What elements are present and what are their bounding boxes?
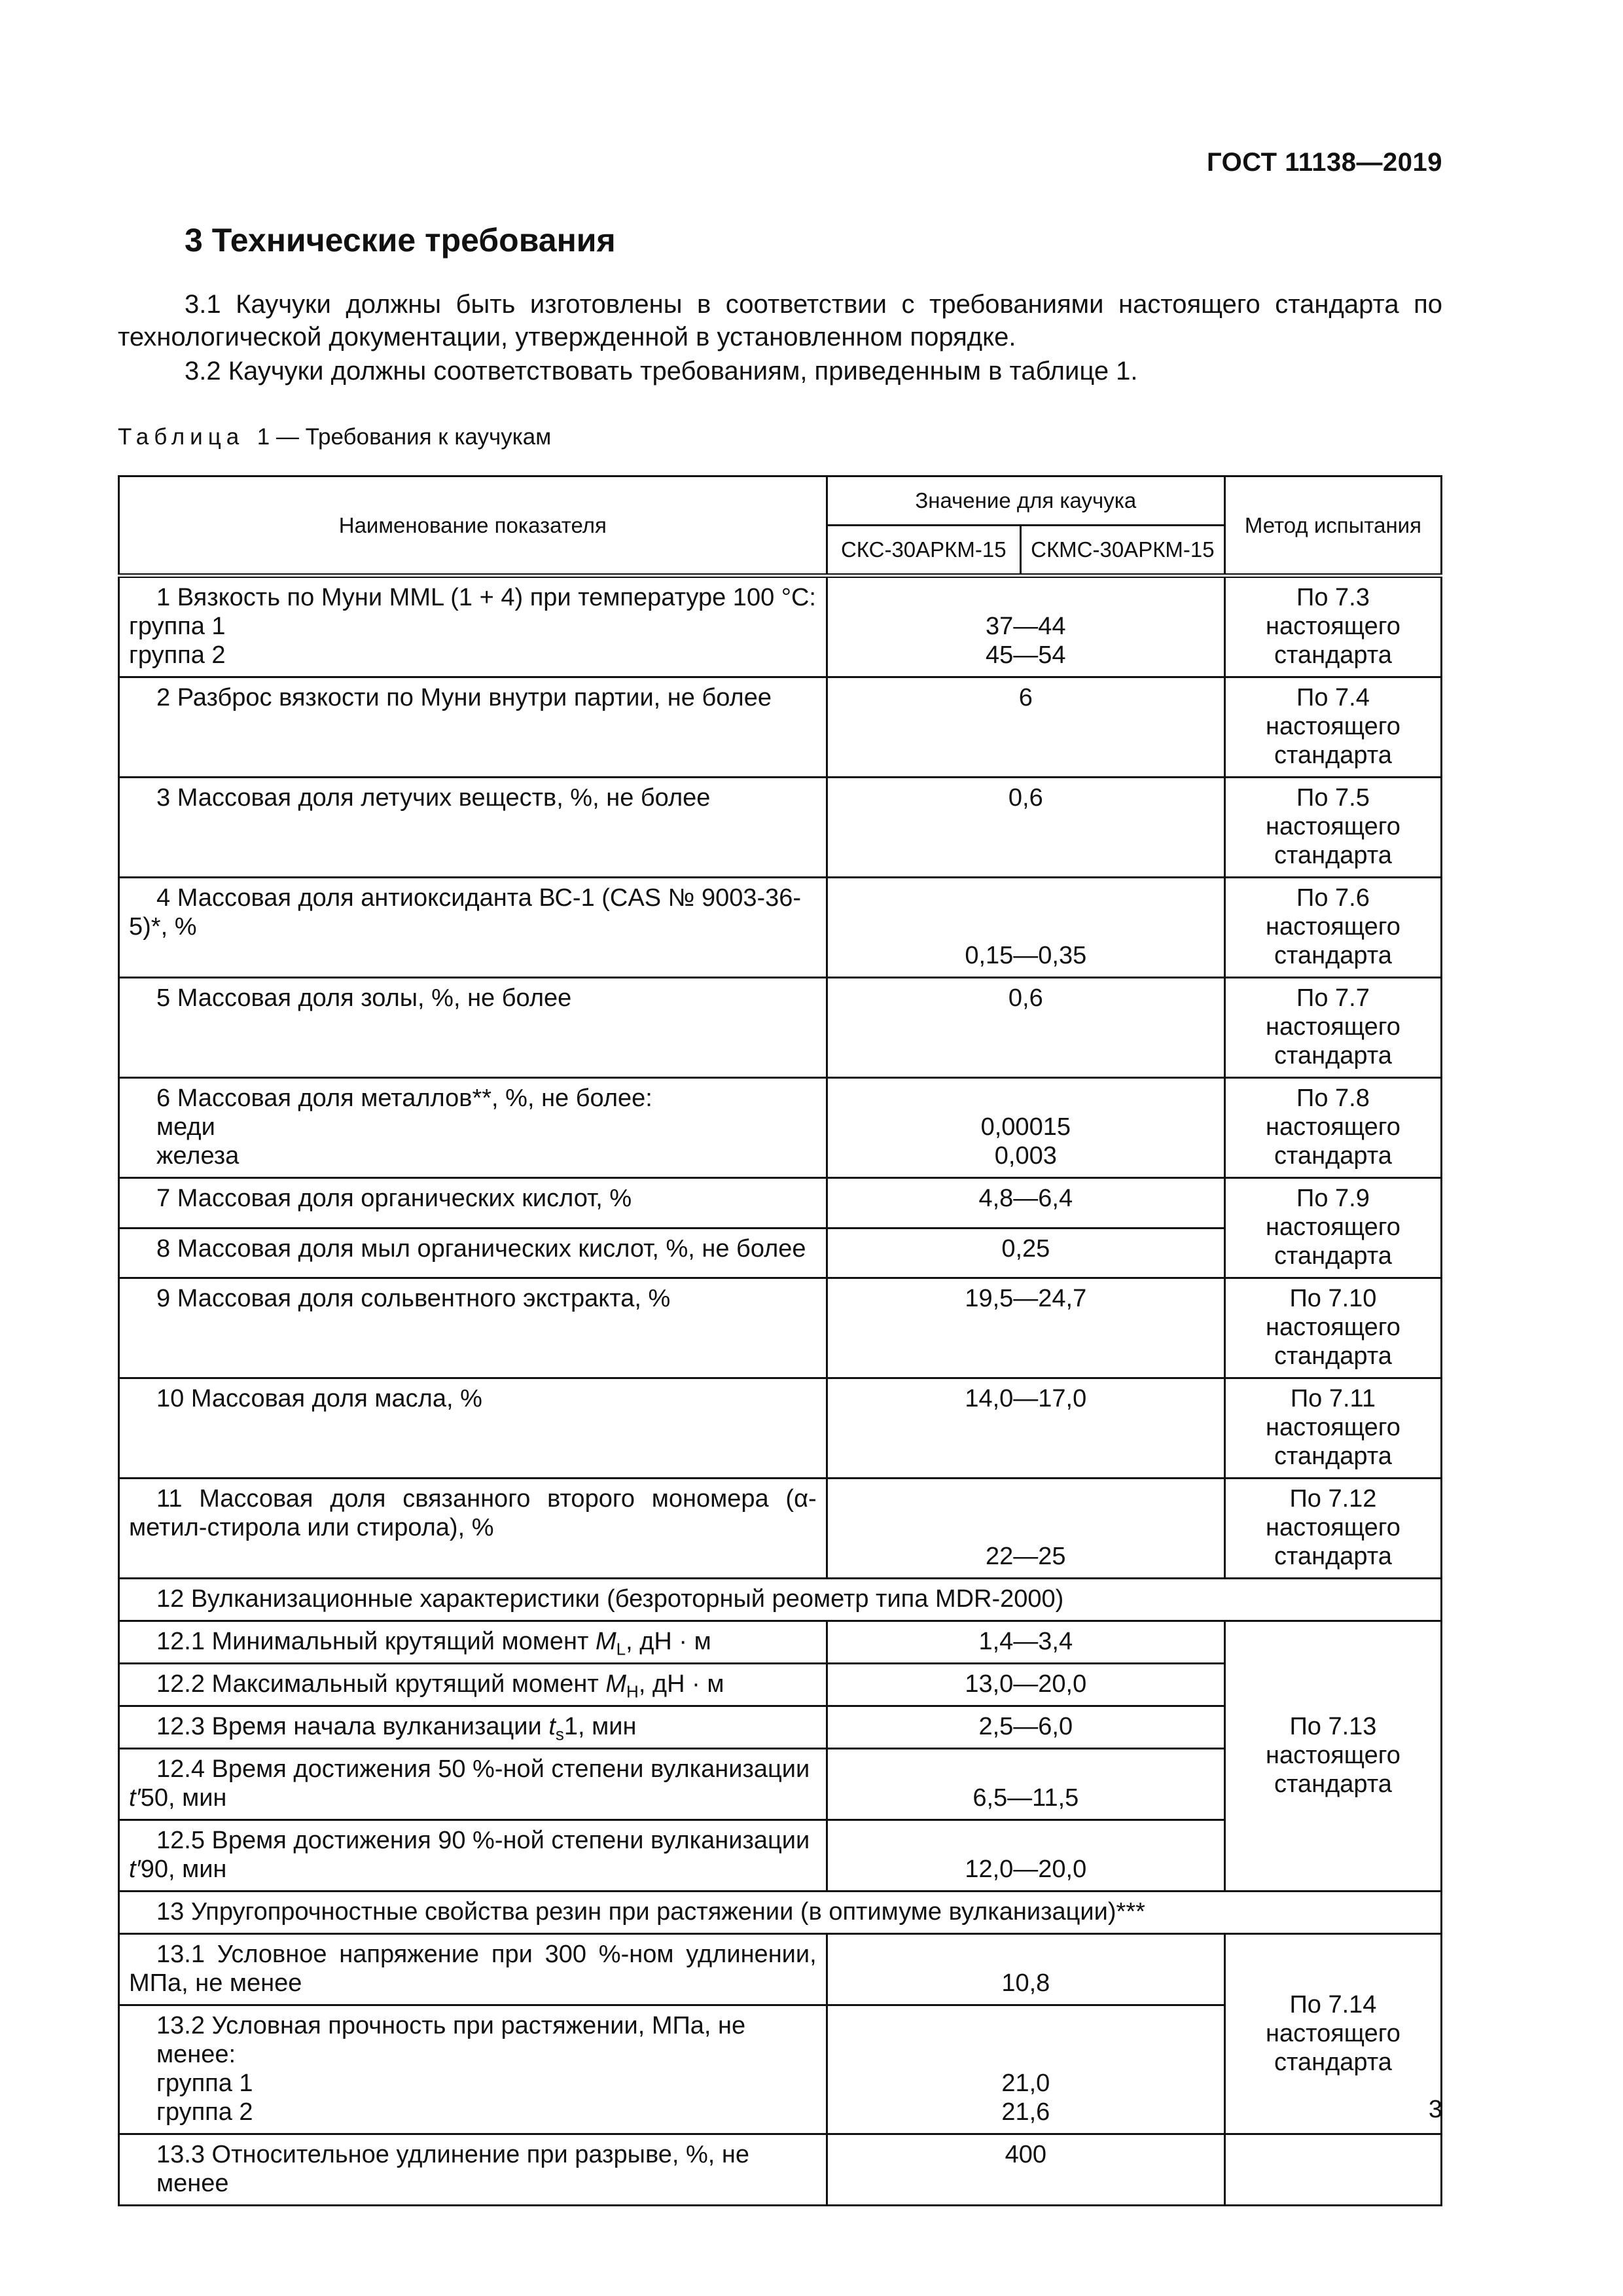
- row-3-text: 3 Массовая доля летучих веществ, %, не более: [156, 784, 711, 812]
- row-12-2-name: [119, 1664, 827, 1706]
- table-row: [119, 1278, 1442, 1378]
- section-title: 3 Технические требования: [185, 222, 616, 259]
- table-section-row: [119, 1892, 1442, 1934]
- row-9-text: 9 Массовая доля сольвентного экстракта, %: [156, 1285, 671, 1312]
- row-8-name: [119, 1228, 827, 1278]
- row-1-method: По 7.3 настоящего стандарта: [1224, 576, 1441, 677]
- row-1-value-1: 37—44: [986, 613, 1066, 640]
- row-13-3-name: [119, 2134, 827, 2206]
- row-3-method: По 7.5 настоящего стандарта: [1224, 778, 1441, 878]
- row-12-2-unit: , дН · м: [638, 1670, 724, 1698]
- paragraph-3-2: [118, 355, 1442, 387]
- row-1-title: 1 Вязкость по Муни MML (1 + 4) при температуре 100 °C:: [156, 584, 816, 611]
- row-13-2-group-2: группа 2: [156, 2098, 253, 2126]
- row-9-method: По 7.10 настоящего стандарта: [1224, 1278, 1441, 1378]
- table-header-row: [119, 476, 1442, 526]
- row-7-name: [119, 1178, 827, 1229]
- row-6-iron: железа: [156, 1142, 240, 1170]
- row-13-2-value-1: 21,0: [1001, 2070, 1050, 2097]
- row-12-2-value: 13,0—20,0: [827, 1664, 1224, 1706]
- header-method: Метод испытания: [1224, 476, 1441, 576]
- row-13-1-name: 13.1 Условное напряжение при 300 %-ном удлинении, МПа, не менее: [119, 1934, 827, 2005]
- row-11-method: По 7.12 настоящего стандарта: [1224, 1479, 1441, 1579]
- section-13-title: [119, 1892, 1442, 1934]
- table-caption-label: Таблица: [118, 424, 245, 450]
- row-5-value: 0,6: [827, 978, 1224, 1078]
- row-7-value: 4,8—6,4: [827, 1178, 1224, 1229]
- row-12-3-value: 2,5—6,0: [827, 1706, 1224, 1749]
- table-row: [119, 978, 1442, 1078]
- row-13-2-title: 13.2 Условная прочность при растяжении, МПа, не менее:: [156, 2012, 746, 2068]
- header-value-group: Значение для каучука: [827, 476, 1224, 526]
- paragraph-3-1-text: 3.1 Каучуки должны быть изготовлены в соответствии с требованиями настоящего стандарта по технологической документации, утвержденной в установленном порядке.: [118, 290, 1442, 351]
- document-code: ГОСТ 11138—2019: [1207, 148, 1442, 177]
- row-13-2-value-2: 21,6: [1001, 2098, 1050, 2126]
- table-row: [119, 1378, 1442, 1479]
- row-12-1-value: 1,4—3,4: [827, 1621, 1224, 1664]
- row-8-value: 0,25: [827, 1228, 1224, 1278]
- row-7-8-method: По 7.9 настоящего стандарта: [1224, 1178, 1441, 1278]
- row-13-2-value: [827, 2005, 1224, 2134]
- row-11-name: 11 Массовая доля связанного второго мономера (α-метил-стирола или стирола), %: [119, 1479, 827, 1579]
- row-2-value: 6: [827, 677, 1224, 778]
- table-caption: [118, 424, 551, 450]
- row-11-value: 22—25: [827, 1479, 1224, 1579]
- table-row: [119, 677, 1442, 778]
- table-row: [119, 1178, 1442, 1229]
- row-1-value: [827, 576, 1224, 677]
- row-4-method: По 7.6 настоящего стандарта: [1224, 878, 1441, 978]
- row-12-5-text: 12.5 Время достижения 90 %-ной степени вулканизации: [156, 1827, 810, 1854]
- page-number: 3: [1428, 2096, 1442, 2123]
- row-3-value: 0,6: [827, 778, 1224, 878]
- row-2-name: [119, 677, 827, 778]
- row-4-name: 4 Массовая доля антиоксиданта ВС-1 (CAS № 9003-36-5)*, %: [119, 878, 827, 978]
- row-10-method: По 7.11 настоящего стандарта: [1224, 1378, 1441, 1479]
- row-6-copper: меди: [156, 1113, 215, 1141]
- section-12-text: 12 Вулканизационные характеристики (безроторный реометр типа MDR-2000): [156, 1585, 1064, 1613]
- row-13-2-group-1: группа 1: [156, 2070, 253, 2097]
- row-12-1-unit: , дН · м: [626, 1628, 711, 1655]
- table-row: [119, 878, 1442, 978]
- row-5-method: По 7.7 настоящего стандарта: [1224, 978, 1441, 1078]
- row-12-2-text: 12.2 Максимальный крутящий момент: [156, 1670, 606, 1698]
- row-12-1-name: [119, 1621, 827, 1664]
- row-9-name: [119, 1278, 827, 1378]
- row-6-value: [827, 1078, 1224, 1178]
- row-12-1-symbol: M: [595, 1628, 616, 1655]
- row-12-5-symbol: t′: [129, 1856, 141, 1883]
- row-1-group-2: группа 2: [129, 641, 226, 669]
- paragraph-3-1: [118, 288, 1442, 353]
- header-col-skms: СКМС-30АРКМ-15: [1020, 526, 1224, 576]
- row-3-name: [119, 778, 827, 878]
- row-12-4-value: 6,5—11,5: [827, 1749, 1224, 1820]
- table-row: [119, 1479, 1442, 1579]
- row-12-3-name: [119, 1706, 827, 1749]
- requirements-table: [118, 475, 1442, 2206]
- table-row: [119, 1621, 1442, 1664]
- row-1-group-1: группа 1: [129, 613, 226, 640]
- table-row: [119, 1078, 1442, 1178]
- row-10-name: [119, 1378, 827, 1479]
- row-6-name: [119, 1078, 827, 1178]
- row-12-method: По 7.13 настоящего стандарта: [1224, 1621, 1441, 1892]
- row-12-5-value: 12,0—20,0: [827, 1820, 1224, 1892]
- row-4-value: 0,15—0,35: [827, 878, 1224, 978]
- row-6-value-copper: 0,00015: [980, 1113, 1071, 1141]
- row-13-1-value: 10,8: [827, 1934, 1224, 2005]
- table-section-row: [119, 1579, 1442, 1621]
- header-name: Наименование показателя: [119, 476, 827, 576]
- row-12-4-symbol: t′: [129, 1784, 141, 1812]
- row-12-4-unit: 50, мин: [140, 1784, 227, 1812]
- row-12-3-subscript: s: [555, 1724, 564, 1744]
- row-7-text: 7 Массовая доля органических кислот, %: [156, 1185, 632, 1212]
- row-1-value-2: 45—54: [986, 641, 1066, 669]
- table-row: [119, 1934, 1442, 2005]
- header-col-sks: СКС-30АРКМ-15: [827, 526, 1020, 576]
- row-5-name: [119, 978, 827, 1078]
- table-row: [119, 576, 1442, 677]
- row-6-title: 6 Массовая доля металлов**, %, не более:: [156, 1085, 652, 1112]
- row-12-2-subscript: H: [626, 1681, 639, 1702]
- row-12-3-text: 12.3 Время начала вулканизации: [156, 1713, 549, 1740]
- table-caption-text: 1 — Требования к каучукам: [257, 424, 552, 450]
- table-row: [119, 778, 1442, 878]
- row-13-2-name: [119, 2005, 827, 2134]
- row-13-method: По 7.14 настоящего стандарта: [1224, 1934, 1441, 2134]
- row-12-4-text: 12.4 Время достижения 50 %-ной степени вулканизации: [156, 1755, 810, 1783]
- row-6-method: По 7.8 настоящего стандарта: [1224, 1078, 1441, 1178]
- row-9-value: 19,5—24,7: [827, 1278, 1224, 1378]
- row-5-text: 5 Массовая доля золы, %, не более: [156, 984, 572, 1012]
- row-12-1-subscript: L: [616, 1639, 626, 1659]
- row-12-5-unit: 90, мин: [140, 1856, 227, 1883]
- section-12-title: [119, 1579, 1442, 1621]
- row-12-3-symbol: t: [548, 1713, 556, 1740]
- row-2-text: 2 Разброс вязкости по Муни внутри партии, не более: [156, 684, 772, 711]
- paragraph-3-2-text: 3.2 Каучуки должны соответствовать требованиям, приведенным в таблице 1.: [185, 357, 1138, 386]
- row-12-1-text: 12.1 Минимальный крутящий момент: [156, 1628, 596, 1655]
- row-12-3-unit: 1, мин: [563, 1713, 637, 1740]
- row-12-2-symbol: M: [605, 1670, 627, 1698]
- row-13-3-text: 13.3 Относительное удлинение при разрыве, %, не менее: [156, 2141, 750, 2197]
- row-12-4-name: [119, 1749, 827, 1820]
- row-1-name: [119, 576, 827, 677]
- row-10-value: 14,0—17,0: [827, 1378, 1224, 1479]
- row-13-3-method-empty: [1224, 2134, 1441, 2206]
- row-8-text: 8 Массовая доля мыл органических кислот, %, не более: [156, 1234, 806, 1263]
- row-13-3-value: 400: [827, 2134, 1224, 2206]
- row-6-value-iron: 0,003: [994, 1142, 1057, 1170]
- row-2-method: По 7.4 настоящего стандарта: [1224, 677, 1441, 778]
- table-row: [119, 2134, 1442, 2206]
- section-13-text: 13 Упругопрочностные свойства резин при растяжении (в оптимуме вулканизации)***: [156, 1898, 1145, 1926]
- row-12-5-name: [119, 1820, 827, 1892]
- row-10-text: 10 Массовая доля масла, %: [156, 1385, 482, 1412]
